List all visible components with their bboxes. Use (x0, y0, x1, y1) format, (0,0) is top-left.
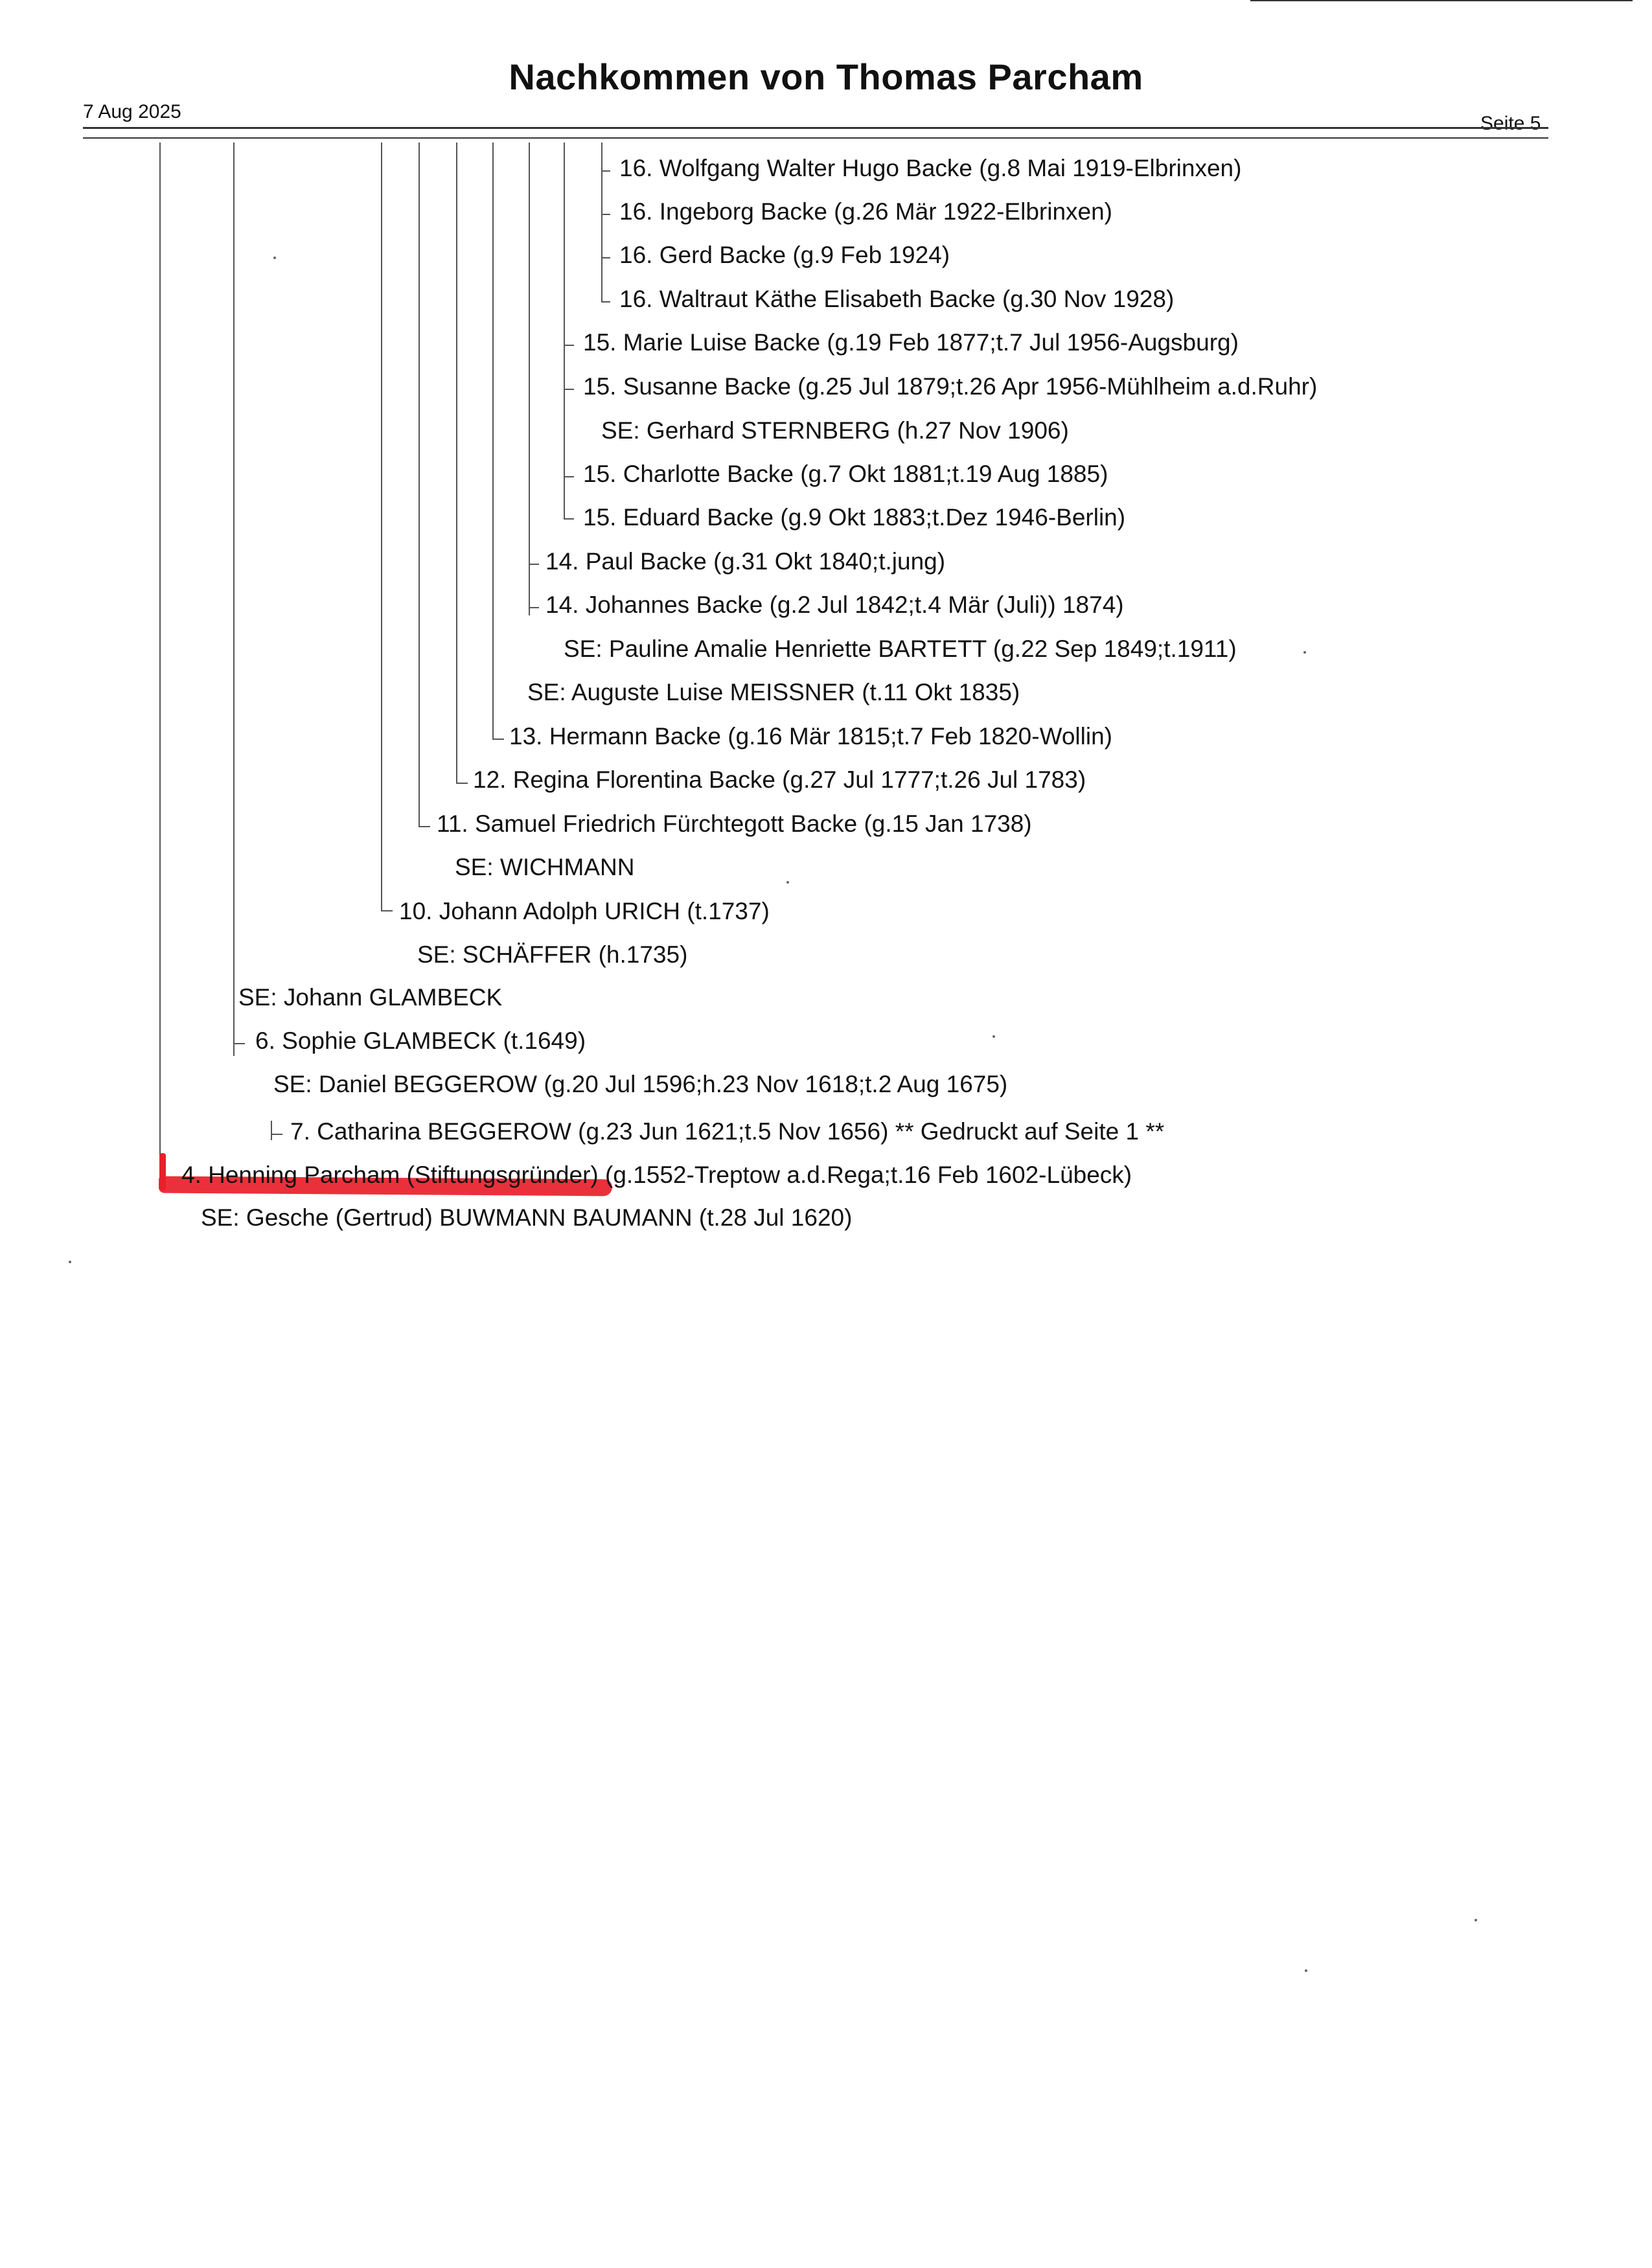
spouse-gesche-buwmann: SE: Gesche (Gertrud) BUWMANN BAUMANN (t.28 Jul 1620) (201, 1204, 853, 1231)
tree-line-gen14 (564, 143, 565, 518)
spouse-johann-glambeck: SE: Johann GLAMBECK (238, 984, 503, 1011)
scan-speck (992, 1035, 995, 1038)
scan-speck (1303, 651, 1306, 654)
spouse-wichmann: SE: WICHMANN (455, 854, 635, 880)
top-edge-rule (1250, 0, 1633, 1)
entry-waltraut-backe: 16. Waltraut Käthe Elisabeth Backe (g.30 Nov 1928) (619, 286, 1175, 312)
entry-gerd-backe: 16. Gerd Backe (g.9 Feb 1924) (619, 242, 950, 268)
entry-sophie-glambeck: 6. Sophie GLAMBECK (t.1649) (255, 1027, 586, 1054)
spouse-gerhard-sternberg: SE: Gerhard STERNBERG (h.27 Nov 1906) (601, 417, 1069, 444)
entry-ingeborg-backe: 16. Ingeborg Backe (g.26 Mär 1922-Elbrinxen) (619, 198, 1112, 225)
scan-speck (1474, 1919, 1477, 1921)
tree-line-gen9 (381, 143, 382, 910)
tree-tick (381, 910, 393, 911)
spouse-daniel-beggerow: SE: Daniel BEGGEROW (g.20 Jul 1596;h.23 Nov 1618;t.2 Aug 1675) (273, 1071, 1008, 1097)
tree-line-gen12 (492, 143, 494, 739)
tree-line-gen11 (456, 143, 457, 784)
tree-tick (529, 564, 539, 565)
entry-charlotte-backe: 15. Charlotte Backe (g.7 Okt 1881;t.19 Aug 1885) (583, 461, 1108, 487)
tree-tick (456, 783, 468, 784)
scan-speck (786, 881, 789, 884)
entry-johann-urich: 10. Johann Adolph URICH (t.1737) (399, 898, 770, 924)
entry-johannes-backe: 14. Johannes Backe (g.2 Jul 1842;t.4 Mär (Juli)) 1874) (545, 591, 1124, 618)
entry-catharina-beggerow: 7. Catharina BEGGEROW (g.23 Jun 1621;t.5 Nov 1656) ** Gedruckt auf Seite 1 ** (290, 1118, 1165, 1145)
tree-tick (233, 1043, 245, 1044)
spouse-auguste-meissner: SE: Auguste Luise MEISSNER (t.11 Okt 1835) (527, 679, 1020, 705)
tree-tick (564, 518, 574, 520)
page-title: Nachkommen von Thomas Parcham (509, 56, 1143, 97)
tree-tick (564, 389, 574, 390)
spouse-schaeffer: SE: SCHÄFFER (h.1735) (417, 941, 688, 968)
entry-marie-luise-backe: 15. Marie Luise Backe (g.19 Feb 1877;t.7 Jul 1956-Augsburg) (583, 329, 1239, 356)
page-number: Seite 5 (1480, 113, 1541, 134)
tree-tick (564, 476, 574, 477)
tree-line-beggerow (271, 1121, 272, 1140)
scan-speck (273, 257, 276, 259)
entry-wolfgang-backe: 16. Wolfgang Walter Hugo Backe (g.8 Mai 1919-Elbrinxen) (619, 155, 1242, 181)
tree-line-gen15 (601, 143, 602, 301)
tree-tick (601, 214, 610, 215)
tree-tick (601, 257, 610, 258)
tree-line-gen4 (159, 143, 161, 1166)
entry-henning-parcham: 4. Henning Parcham (Stiftungsgründer) (g.1552-Treptow a.d.Rega;t.16 Feb 1602-Lübeck) (181, 1162, 1132, 1188)
entry-regina-backe: 12. Regina Florentina Backe (g.27 Jul 1777;t.26 Jul 1783) (473, 766, 1086, 793)
tree-tick (601, 301, 610, 303)
entry-eduard-backe: 15. Eduard Backe (g.9 Okt 1883;t.Dez 1946-Berlin) (583, 504, 1126, 531)
scan-speck (1305, 1969, 1307, 1972)
entry-hermann-backe: 13. Hermann Backe (g.16 Mär 1815;t.7 Feb 1820-Wollin) (509, 723, 1112, 750)
entry-paul-backe: 14. Paul Backe (g.31 Okt 1840;t.jung) (545, 548, 946, 575)
header-rule (83, 127, 1548, 129)
tree-tick (564, 345, 574, 346)
header-rule-secondary (83, 137, 1548, 139)
tree-line-gen10 (419, 143, 420, 826)
print-date: 7 Aug 2025 (83, 101, 181, 122)
entry-susanne-backe: 15. Susanne Backe (g.25 Jul 1879;t.26 Apr 1956-Mühlheim a.d.Ruhr) (583, 373, 1318, 400)
tree-tick (419, 826, 430, 827)
tree-tick (529, 607, 539, 608)
tree-tick (492, 739, 504, 740)
scan-speck (69, 1261, 71, 1263)
tree-line-gen13 (529, 143, 530, 615)
spouse-pauline-bartett: SE: Pauline Amalie Henriette BARTETT (g.22 Sep 1849;t.1911) (564, 636, 1237, 662)
tree-line-gen5 (233, 143, 235, 1037)
tree-tick (271, 1134, 282, 1135)
entry-samuel-backe: 11. Samuel Friedrich Fürchtegott Backe (g.15 Jan 1738) (437, 810, 1032, 837)
tree-tick (601, 170, 610, 172)
